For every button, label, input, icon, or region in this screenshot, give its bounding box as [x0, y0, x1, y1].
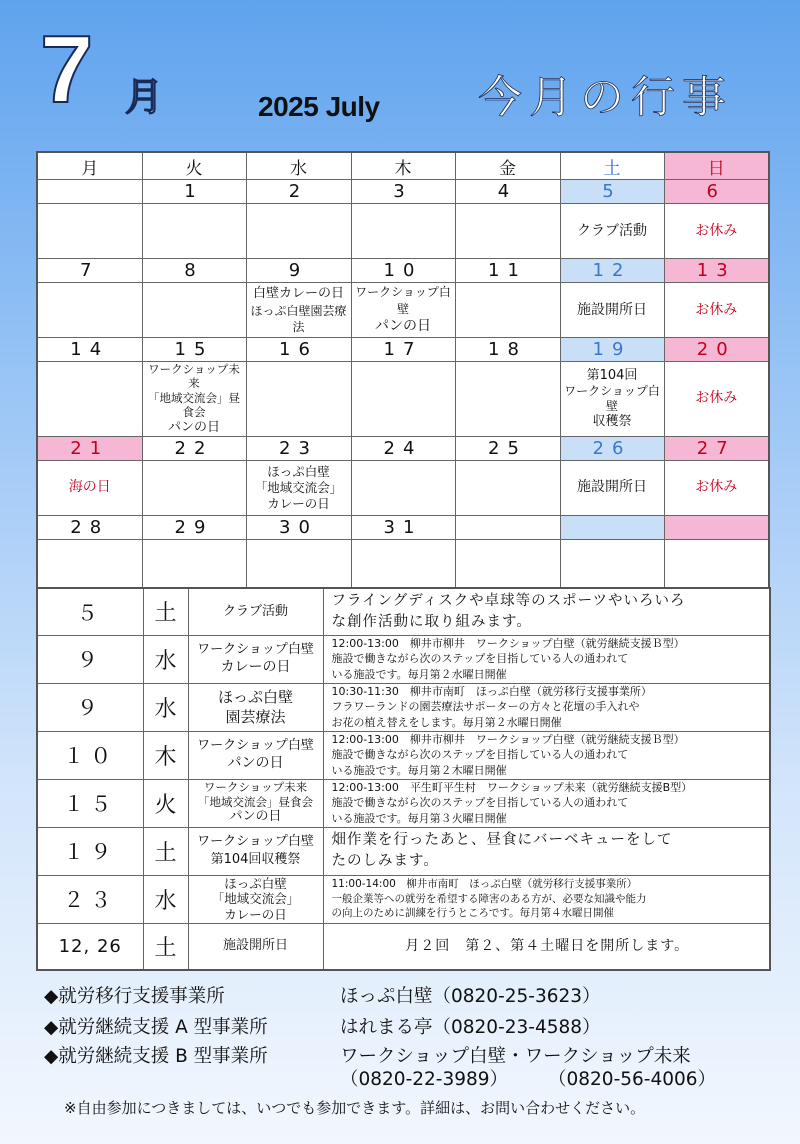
day-number: 11 [455, 259, 560, 283]
detail-name-line: パンの日 [229, 809, 282, 825]
day-events [455, 204, 560, 259]
detail-desc-line: 畑作業を行ったあと、昼食にバーベキューをして [331, 831, 673, 848]
day-number: 19 [560, 338, 664, 362]
office-label: ◆就労移行支援事業所 [44, 986, 225, 1007]
event-line: ワークショップ未来 [148, 362, 240, 391]
day-events [37, 204, 142, 259]
detail-name [188, 779, 323, 827]
detail-name-line: 「地域交流会」昼食会 [198, 794, 313, 809]
detail-name-line: ワークショップ白壁 [197, 834, 314, 850]
day-number: 24 [351, 436, 455, 460]
table-row [37, 588, 770, 635]
detail-desc-line: いる施設です。毎月第２水曜日開催 [331, 667, 507, 681]
event-line: ワークショップ白壁 [564, 383, 660, 413]
day-number: 14 [37, 338, 142, 362]
day-events [664, 204, 769, 259]
day-events [246, 460, 351, 515]
day-events [142, 460, 246, 515]
day-events [455, 460, 560, 515]
detail-desc-line: たのしみます。 [331, 853, 439, 869]
detail-desc [323, 635, 770, 683]
day-number: 15 [142, 338, 246, 362]
day-number [455, 515, 560, 539]
event-closed: お休み [695, 222, 738, 239]
detail-name-line: 園芸療法 [225, 708, 286, 726]
day-number: 4 [455, 180, 560, 204]
detail-date: ９ [37, 635, 143, 683]
detail-desc-line: いる施設です。毎月第３火曜日開催 [331, 811, 507, 825]
detail-desc-line: お花の植え替えをします。毎月第２水曜日開催 [331, 715, 562, 729]
header [0, 0, 800, 150]
detail-desc-line: 月２回 第２、第４土曜日を開所します。 [405, 937, 690, 954]
day-number: 29 [142, 515, 246, 539]
weekday-fri: 金 [455, 152, 560, 180]
detail-name-line: ワークショップ白壁 [197, 737, 314, 753]
office-line [44, 988, 225, 1007]
event-line: 収穫祭 [592, 413, 632, 429]
detail-weekday: 水 [143, 635, 188, 683]
day-events [560, 362, 664, 437]
page-title: 今月の行事 [478, 72, 733, 123]
detail-name-line: カレーの日 [220, 659, 291, 676]
day-events [351, 204, 455, 259]
event-line: ほっぷ白壁園芸療法 [250, 303, 347, 334]
detail-name-line: ほっぷ白壁 [217, 687, 293, 706]
detail-name [188, 875, 323, 923]
detail-desc-line: フラワーランドの園芸療法サポーターの方々と花壇の手入れや [331, 700, 640, 714]
day-number: 13 [664, 259, 769, 283]
event-line: ほっぷ白壁 [267, 464, 330, 480]
detail-desc-line: 施設で働きながら次のステップを目指している人の通われて [331, 652, 629, 666]
detail-weekday: 土 [143, 588, 188, 635]
office-label: ◆就労継続支援 B 型事業所 [44, 1046, 268, 1067]
detail-date: ９ [37, 683, 143, 731]
day-number: 6 [664, 180, 769, 204]
detail-name-line: ほっぷ白壁 [224, 875, 287, 891]
day-events [560, 460, 664, 515]
event-line: パンの日 [375, 317, 431, 334]
detail-desc-line: フライングディスクや卓球等のスポーツやいろいろ [331, 592, 686, 609]
day-number [664, 515, 769, 539]
event-line: カレーの日 [267, 495, 330, 511]
day-number: 1 [142, 180, 246, 204]
detail-desc [323, 588, 770, 635]
detail-name-line: クラブ活動 [222, 603, 288, 619]
detail-name-line: 施設開所日 [222, 938, 288, 954]
detail-date: ２３ [37, 875, 143, 923]
day-events [142, 283, 246, 338]
event-line: ワークショップ白壁 [355, 285, 451, 316]
table-row [37, 827, 770, 875]
day-events [37, 283, 142, 338]
detail-desc-line: 施設で働きながら次のステップを目指している人の通われて [331, 748, 629, 762]
office-name: ほっぷ白壁（0820-25-3623） [340, 986, 601, 1007]
day-events [351, 283, 455, 338]
detail-desc [323, 731, 770, 779]
month-number: 7 [40, 16, 94, 123]
footnote: ※自由参加につきましては、いつでも参加できます。詳細は、お問い合わせください。 [64, 1099, 646, 1117]
table-row [37, 731, 770, 779]
day-number: 3 [351, 180, 455, 204]
day-number: 30 [246, 515, 351, 539]
event-line: パンの日 [167, 419, 220, 435]
detail-desc [323, 827, 770, 875]
detail-name [188, 731, 323, 779]
detail-date: ５ [37, 588, 143, 635]
event-closed: お休み [695, 301, 738, 318]
detail-name [188, 827, 323, 875]
detail-date: １９ [37, 827, 143, 875]
day-events [37, 362, 142, 437]
table-row [37, 875, 770, 923]
table-row [37, 779, 770, 827]
detail-desc [323, 779, 770, 827]
day-events [455, 362, 560, 437]
event-details-table [36, 587, 771, 971]
day-number: 22 [142, 436, 246, 460]
event-line: 「地域交流会」 [254, 479, 343, 495]
event-club: クラブ活動 [577, 222, 647, 239]
detail-desc-line: な創作活動に取り組みます。 [331, 613, 532, 630]
day-number: 21 [37, 436, 142, 460]
day-events [142, 204, 246, 259]
detail-name-line: カレーの日 [224, 906, 287, 922]
weekday-mon: 月 [37, 152, 142, 180]
detail-desc [323, 875, 770, 923]
year-label: 2025 July [258, 91, 380, 122]
day-number: 28 [37, 515, 142, 539]
event-holiday: 海の日 [68, 479, 111, 496]
day-number: 7 [37, 259, 142, 283]
detail-weekday: 土 [143, 827, 188, 875]
detail-name-line: ワークショップ白壁 [197, 641, 314, 657]
detail-weekday: 水 [143, 683, 188, 731]
detail-desc-line: 施設で働きながら次のステップを目指している人の通われて [331, 796, 629, 810]
weekday-sun: 日 [664, 152, 769, 180]
detail-desc-line: いる施設です。毎月第２木曜日開催 [331, 763, 507, 777]
detail-name-line: パンの日 [227, 755, 284, 772]
event-closed: お休み [695, 479, 738, 496]
day-events [560, 283, 664, 338]
table-row [37, 683, 770, 731]
day-events [664, 460, 769, 515]
office-label: ◆就労継続支援 A 型事業所 [44, 1017, 268, 1038]
day-events [142, 362, 246, 437]
day-number: 9 [246, 259, 351, 283]
detail-date: 12, 26 [37, 923, 143, 970]
event-open-day: 施設開所日 [577, 301, 647, 318]
table-row [37, 923, 770, 970]
detail-name [188, 683, 323, 731]
weekday-tue: 火 [142, 152, 246, 180]
day-events [246, 283, 351, 338]
day-number [560, 515, 664, 539]
day-events [37, 460, 142, 515]
day-events [664, 283, 769, 338]
detail-desc-line: の向上のために訓練を行うところです。毎月第４水曜日開催 [331, 907, 615, 920]
detail-name-line: ワークショップ未来 [203, 779, 308, 794]
day-events [560, 204, 664, 259]
event-line: 第104回 [586, 367, 638, 383]
day-number: 5 [560, 180, 664, 204]
day-number: 17 [351, 338, 455, 362]
event-line: 白壁カレーの日 [252, 286, 344, 302]
detail-name [188, 588, 323, 635]
detail-weekday: 水 [143, 875, 188, 923]
detail-desc-line: 一般企業等への就労を希望する障害のある方が、必要な知識や能力 [331, 892, 647, 905]
day-number: 31 [351, 515, 455, 539]
day-events [351, 362, 455, 437]
day-number: 18 [455, 338, 560, 362]
day-number: 8 [142, 259, 246, 283]
event-open-day: 施設開所日 [577, 479, 647, 496]
detail-desc [323, 923, 770, 970]
event-line: 「地域交流会」昼食会 [148, 390, 240, 420]
day-number: 12 [560, 259, 664, 283]
day-events [455, 283, 560, 338]
day-number: 20 [664, 338, 769, 362]
detail-name [188, 923, 323, 970]
detail-desc-line: 12:00-13:00 柳井市柳井 ワークショップ白壁（就労継続支援Ｂ型） [331, 733, 685, 747]
detail-desc-line: 11:00-14:00 柳井市南町 ほっぷ白壁（就労移行支援事業所） [331, 878, 638, 891]
day-events [246, 204, 351, 259]
phone-number: （0820-56-4006） [548, 1069, 717, 1090]
detail-date: １０ [37, 731, 143, 779]
day-number: 23 [246, 436, 351, 460]
detail-weekday: 木 [143, 731, 188, 779]
office-line [44, 1019, 268, 1038]
detail-date: １５ [37, 779, 143, 827]
office-line [44, 1048, 268, 1067]
day-number [37, 180, 142, 204]
day-number: 26 [560, 436, 664, 460]
detail-name [188, 635, 323, 683]
detail-weekday: 土 [143, 923, 188, 970]
detail-name-line: 第104回収穫祭 [210, 852, 301, 867]
day-number: 27 [664, 436, 769, 460]
office-name: はれまる亭（0820-23-4588） [340, 1017, 601, 1038]
weekday-sat: 土 [560, 152, 664, 180]
table-row [37, 635, 770, 683]
calendar-table [36, 151, 770, 596]
day-events [246, 362, 351, 437]
phone-number: （0820-22-3989） [340, 1069, 509, 1090]
day-number: 25 [455, 436, 560, 460]
day-events [351, 460, 455, 515]
day-number: 16 [246, 338, 351, 362]
weekday-wed: 水 [246, 152, 351, 180]
detail-desc [323, 683, 770, 731]
detail-desc-line: 10:30-11:30 柳井市南町 ほっぷ白壁（就労移行支援事業所） [331, 685, 652, 699]
detail-desc-line: 12:00-13:00 柳井市柳井 ワークショップ白壁（就労継続支援Ｂ型） [331, 637, 685, 651]
day-number: 10 [351, 259, 455, 283]
office-name: ワークショップ白壁・ワークショップ未来 [340, 1046, 691, 1067]
detail-weekday: 火 [143, 779, 188, 827]
day-number: 2 [246, 180, 351, 204]
month-kanji: 月 [125, 75, 164, 119]
event-closed: お休み [695, 390, 738, 407]
detail-desc-line: 12:00-13:00 平生町平生村 ワークショップ未来（就労継続支援B型） [331, 781, 693, 795]
day-events [664, 362, 769, 437]
detail-name-line: 「地域交流会」 [211, 891, 300, 907]
weekday-thu: 木 [351, 152, 455, 180]
